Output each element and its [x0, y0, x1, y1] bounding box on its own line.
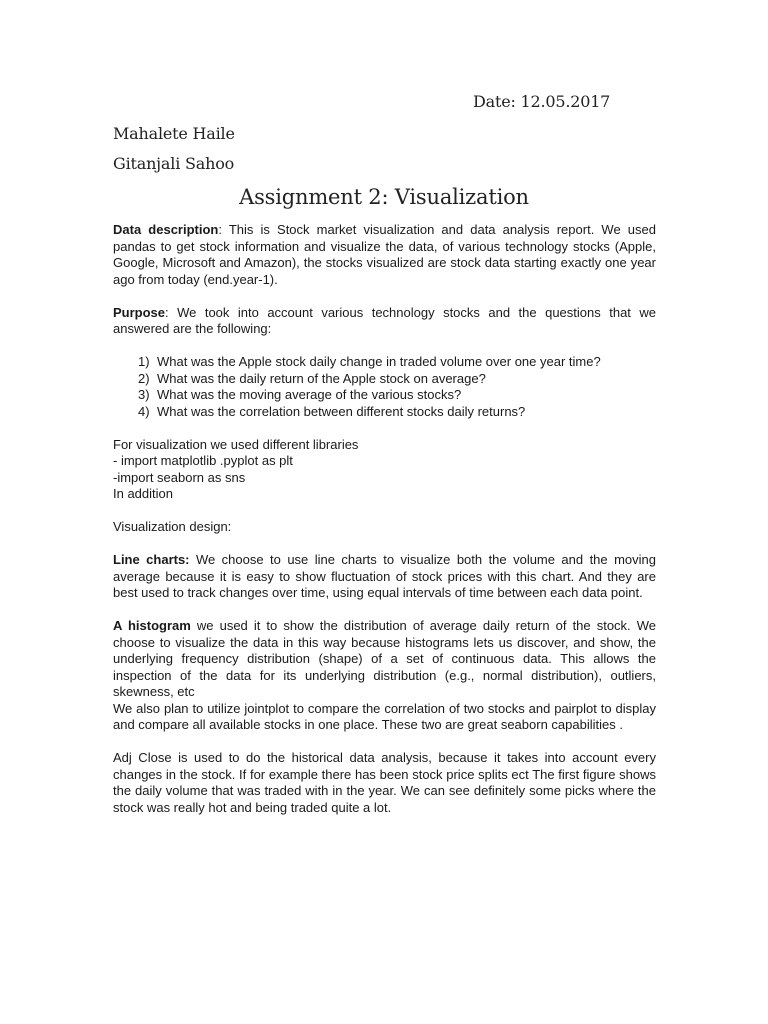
- document-title: Assignment 2: Visualization: [239, 185, 529, 209]
- jointplot-paragraph: We also plan to utilize jointplot to compare the correlation of two stocks and pairplot to display and compare all available stocks in one place. These two are great seaborn capabilities .: [113, 700, 656, 732]
- line-charts-label: Line charts:: [113, 552, 190, 567]
- author-name: Gitanjali Sahoo: [113, 154, 235, 173]
- questions-list: [113, 354, 656, 420]
- histogram-text: we used it to show the distribution of average daily return of the stock. We choose to visualize the data in this way because histograms lets us discover, and show, the underlying frequency distribution (shape) of a set of continuous data. This allows the inspection of the data for its underlying distribution (e.g., normal distribution), outliers, skewness, etc: [113, 618, 657, 699]
- list-text: What was the daily return of the Apple stock on average?: [157, 370, 486, 386]
- list-text: What was the correlation between different stocks daily returns?: [157, 403, 526, 419]
- line-charts-paragraph: [113, 552, 656, 602]
- data-description-text: : This is Stock market visualization and data analysis report. We used pandas to get stock information and visualize the data, of various technology stocks (Apple, Google, Microsoft and Amazon), the stocks visualized are stock data starting exactly one year ago from today (end.year-1).: [113, 222, 656, 287]
- list-item: [113, 387, 656, 404]
- list-number: 3): [138, 387, 150, 402]
- document-body: [113, 222, 656, 816]
- author-name: Mahalete Haile: [113, 124, 235, 143]
- purpose-text: : We took into account various technology stocks and the questions that we answered are the following:: [113, 304, 656, 336]
- library-line: - import matplotlib .pyplot as plt: [113, 453, 293, 468]
- histogram-paragraph: [113, 618, 656, 701]
- libraries-block: [113, 437, 656, 503]
- libraries-intro: For visualization we used different libraries: [113, 436, 359, 452]
- visualization-design-heading: Visualization design:: [113, 519, 232, 534]
- data-description-label: Data description: [113, 222, 219, 237]
- data-description-paragraph: [113, 222, 656, 288]
- list-text: What was the Apple stock daily change in traded volume over one year time?: [157, 354, 601, 369]
- list-number: 1): [138, 354, 150, 369]
- list-item: [113, 404, 656, 421]
- list-number: 2): [138, 370, 150, 386]
- library-line: In addition: [113, 486, 173, 501]
- purpose-label: Purpose: [113, 304, 166, 320]
- line-charts-text: We choose to use line charts to visualize both the volume and the moving average because it is easy to show fluctuation of stock prices with this chart. And they are best used to track changes over time, using equal intervals of time between each data point.: [113, 552, 656, 600]
- list-number: 4): [138, 403, 150, 419]
- histogram-label: A histogram: [113, 618, 191, 633]
- library-line: -import seaborn as sns: [113, 469, 246, 485]
- adj-close-paragraph: Adj Close is used to do the historical data analysis, because it takes into account every changes in the stock. If for example there has been stock price splits ect The first figure shows the daily volume that was traded with in the year. We can see definitely some picks where the stock was really hot and being traded quite a lot.: [113, 750, 656, 815]
- purpose-paragraph: [113, 305, 656, 338]
- list-item: [113, 371, 656, 388]
- date-line: Date: 12.05.2017: [473, 92, 611, 111]
- list-item: [113, 354, 656, 371]
- list-text: What was the moving average of the various stocks?: [157, 387, 462, 402]
